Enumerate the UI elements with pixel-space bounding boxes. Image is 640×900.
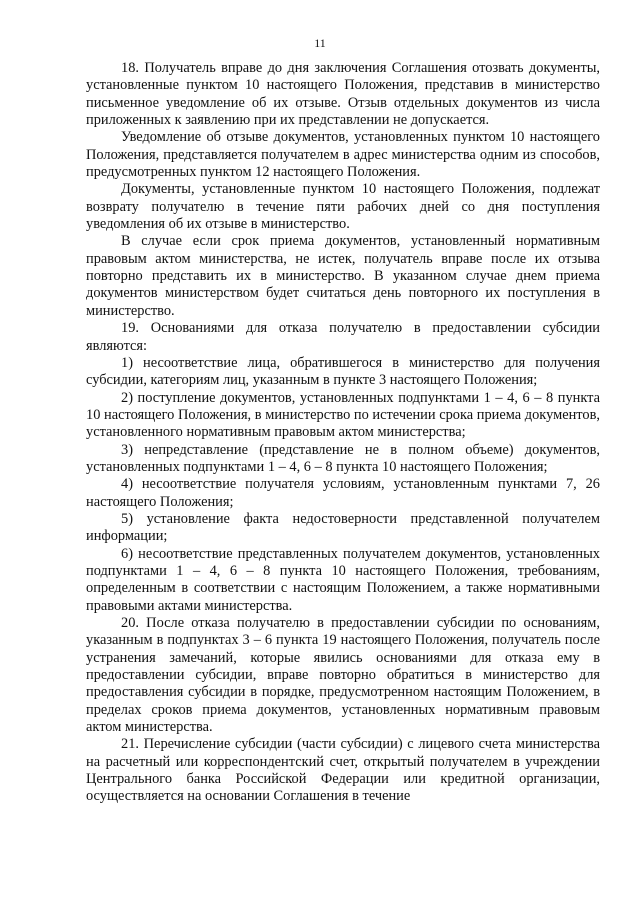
paragraph-19-item-1: 1) несоответствие лица, обратившегося в министерство для получения субсидии, категориям лиц, указанным в пункте 3 настоящего Положения; (86, 354, 600, 389)
paragraph-19-item-2: 2) поступление документов, установленных подпунктами 1 – 4, 6 – 8 пункта 10 настоящего Положения, в министерство по истечении срока приема документов, установленного нормативным правовым актом министерства; (86, 389, 600, 441)
paragraph-19-item-6: 6) несоответствие представленных получателем документов, установленных подпунктами 1 – 4, 6 – 8 пункта 10 настоящего Положения, требованиям, определенным в соответствии с настоящим Положением, а также нормативными правовыми актами министерства. (86, 545, 600, 614)
paragraph-21: 21. Перечисление субсидии (части субсидии) с лицевого счета министерства на расчетный или корреспондентский счет, открытый получателем в учреждении Центрального банка Российской Федерации или кредитной организации, осуществляется на основании Соглашения в течение (86, 736, 600, 805)
paragraph-18-notice: Уведомление об отзыве документов, установленных пунктом 10 настоящего Положения, представляется получателем в адрес министерства одним из способов, предусмотренных пунктом 12 настоящего Положения. (86, 129, 600, 181)
paragraph-18: 18. Получатель вправе до дня заключения Соглашения отозвать документы, установленные пунктом 10 настоящего Положения, представив в министерство письменное уведомление об их отзыве. Отзыв отдельных документов из числа приложенных к заявлению при их представлении не допускается. (86, 60, 600, 129)
paragraph-18-return: Документы, установленные пунктом 10 настоящего Положения, подлежат возврату получателю в течение пяти рабочих дней со дня поступления уведомления об их отзыве в министерство. (86, 181, 600, 233)
page-number: 11 (314, 36, 326, 50)
paragraph-19: 19. Основаниями для отказа получателю в предоставлении субсидии являются: (86, 320, 600, 354)
paragraph-19-item-4: 4) несоответствие получателя условиям, установленным пунктами 7, 26 настоящего Положения; (86, 476, 600, 510)
paragraph-19-item-5: 5) установление факта недостоверности представленной получателем информации; (86, 510, 600, 545)
paragraph-19-item-3: 3) непредставление (представление не в полном объеме) документов, установленных подпунктами 1 – 4, 6 – 8 пункта 10 настоящего Положения; (86, 441, 600, 475)
paragraph-18-resubmit: В случае если срок приема документов, установленный нормативным правовым актом министерства, не истек, получатель вправе после их отзыва повторно представить их в министерство. В указанном случае днем приема документов министерством будет считаться день повторного их поступления в министерство. (86, 233, 600, 319)
paragraph-20: 20. После отказа получателю в предоставлении субсидии по основаниям, указанным в подпунктах 3 – 6 пункта 19 настоящего Положения, получатель после устранения замечаний, которые явились основаниями для отказа ему в предоставлении субсидии, вправе повторно обратиться в министерство для предоставления субсидии в порядке, предусмотренном настоящим Положением, в пределах сроков приема документов, установленных нормативным правовым актом министерства. (86, 615, 600, 736)
document-body (86, 60, 600, 806)
